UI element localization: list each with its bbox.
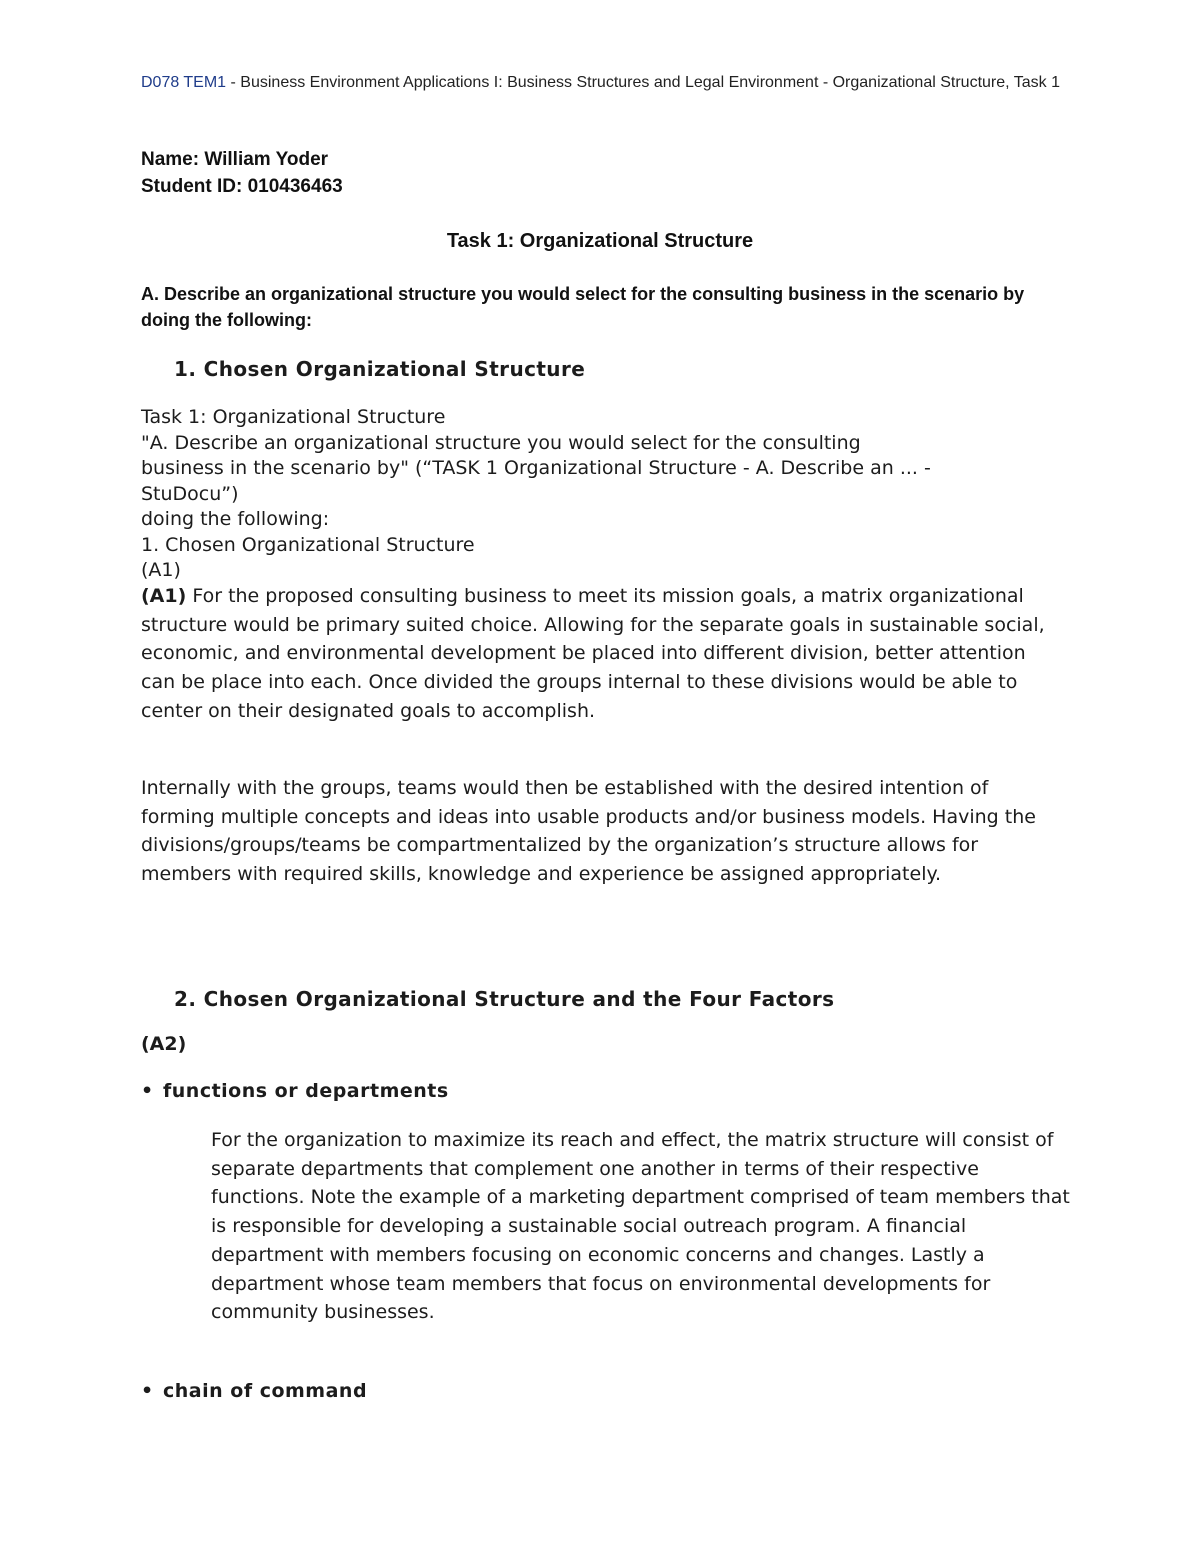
functions-paragraph: For the organization to maximize its reach and effect, the matrix structure will consist of separate departments that complement one another in terms of their respective functions. Note the example of a marketing department comprised of team members that is responsible for developing a sustainable social outreach program. A financial department with members focusing on economic concerns and changes. Lastly a department whose team members that focus on environmental developments for community businesses. bbox=[211, 1129, 1070, 1324]
quote-line: business in the scenario by" (“TASK 1 Organizational Structure - A. Describe an ... - bbox=[141, 457, 931, 479]
student-name: Name: William Yoder bbox=[141, 149, 329, 170]
student-info bbox=[141, 146, 343, 200]
course-title: - Business Environment Applications I: Business Structures and Legal Environment - Organizational Structure, Task 1 bbox=[226, 74, 1060, 91]
quoted-prompt bbox=[141, 405, 1071, 584]
quote-line: doing the following: bbox=[141, 508, 330, 530]
bullet-functions bbox=[141, 1077, 449, 1105]
course-code: D078 TEM1 bbox=[141, 74, 227, 91]
a1-label: (A1) bbox=[141, 585, 187, 607]
section-1-heading: 1. Chosen Organizational Structure bbox=[174, 357, 586, 381]
quote-line: 1. Chosen Organizational Structure bbox=[141, 533, 475, 556]
quote-line: (A1) bbox=[141, 559, 181, 581]
a1-paragraph bbox=[141, 582, 1061, 726]
document-header bbox=[141, 70, 1061, 95]
bullet-chain-of-command bbox=[141, 1377, 367, 1405]
a2-label: (A2) bbox=[141, 1033, 187, 1055]
section-2-heading: 2. Chosen Organizational Structure and the Four Factors bbox=[174, 987, 835, 1011]
student-id: Student ID: 010436463 bbox=[141, 176, 343, 197]
bullet-label: chain of command bbox=[163, 1380, 368, 1402]
bullet-icon: • bbox=[141, 1380, 154, 1402]
bullet-icon: • bbox=[141, 1080, 154, 1102]
a1-text: For the proposed consulting business to meet its mission goals, a matrix organizational structure would be primary suited choice. Allowing for the separate goals in sustainable social, economic, and environmental development be placed into different division, better attention can be place into each. Once divided the groups internal to these divisions would be able to center on their designated goals to accomplish. bbox=[141, 585, 1045, 722]
quote-line: StuDocu”) bbox=[141, 482, 239, 505]
a1-paragraph-2: Internally with the groups, teams would then be established with the desired intention of forming multiple concepts and ideas into usable products and/or business models. Having the divisions/groups/teams be compartmentalized by the organization’s structure allows for members with required skills, knowledge and experience be assigned appropriately. bbox=[141, 777, 1036, 886]
quote-line: Task 1: Organizational Structure bbox=[141, 406, 446, 428]
task-title: Task 1: Organizational Structure bbox=[446, 230, 754, 252]
bullet-label: functions or departments bbox=[163, 1080, 449, 1102]
task-prompt: A. Describe an organizational structure you would select for the consulting business in the scenario by doing the following: bbox=[141, 284, 1025, 330]
quote-line: "A. Describe an organizational structure you would select for the consulting bbox=[141, 431, 861, 454]
